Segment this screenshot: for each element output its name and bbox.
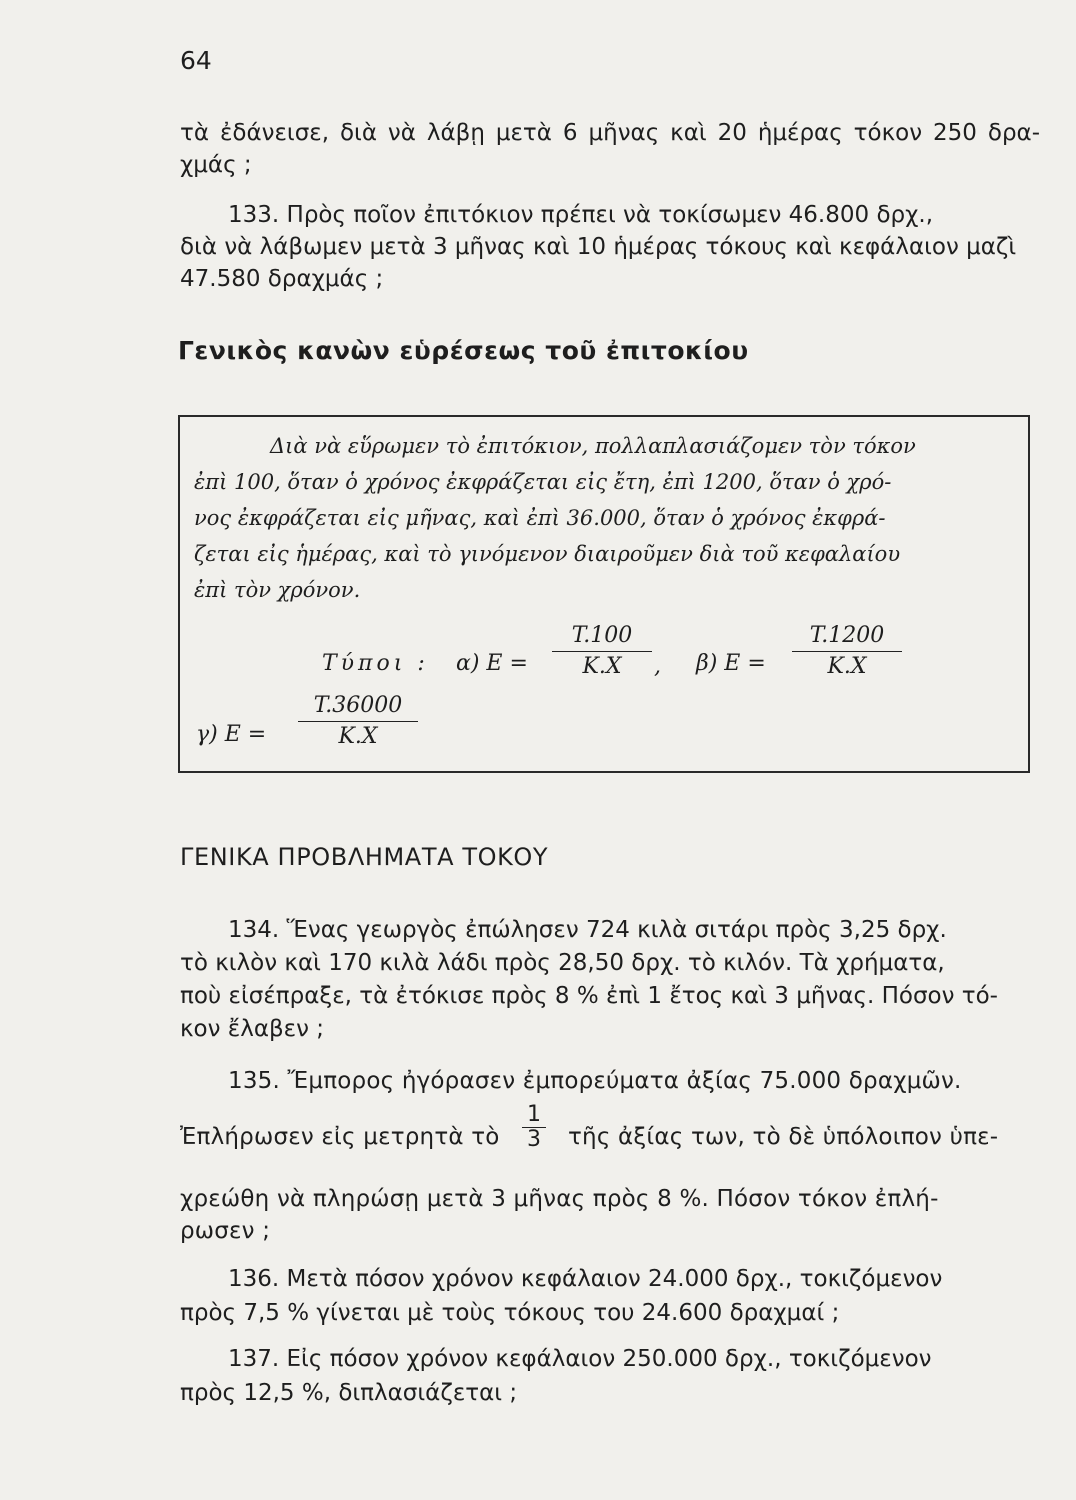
problem-135-fraction-den: 3: [527, 1127, 541, 1152]
problem-134-line-4: κον ἔλαβεν ;: [180, 1016, 325, 1042]
problem-133-line-1: 133. Πρὸς ποῖον ἐπιτόκιον πρέπει νὰ τοκίσωμεν 46.800 δρχ.,: [228, 202, 934, 228]
formula-c-bar: [298, 721, 418, 722]
problem-135-line-2-before: Ἐπλήρωσεν εἰς μετρητὰ τὸ: [180, 1124, 500, 1150]
problem-135-fraction-num: 1: [527, 1102, 541, 1127]
formula-b-prefix: β) Ε =: [696, 651, 766, 676]
problem-133: [180, 199, 1040, 295]
formula-a-prefix: α) Ε =: [456, 651, 528, 676]
formula-b-denominator: K.X: [827, 654, 867, 679]
problem-134-line-2: τὸ κιλὸν καὶ 170 κιλὰ λάδι πρὸς 28,50 δρχ. τὸ κιλόν. Τὰ χρήματα,: [180, 950, 945, 976]
formula-b-fraction: [792, 622, 902, 681]
formula-c-prefix: γ) Ε =: [196, 722, 267, 747]
problem-134-line-3: ποὺ εἰσέπραξε, τὰ ἐτόκισε πρὸς 8 % ἐπὶ 1 ἔτος καὶ 3 μῆνας. Πόσον τό-: [180, 983, 998, 1009]
problem-135-line-2-after: τῆς ἀξίας των, τὸ δὲ ὑπόλοιπον ὑπε-: [568, 1124, 999, 1150]
problem-136-line-1: 136. Μετὰ πόσον χρόνον κεφάλαιον 24.000 δρχ., τοκιζόμενον: [228, 1266, 943, 1292]
intro-paragraph: [180, 117, 1040, 181]
rule-line-2: ἐπὶ 100, ὅταν ὁ χρόνος ἐκφράζεται εἰς ἔτη, ἐπὶ 1200, ὅταν ὁ χρό-: [194, 470, 892, 494]
problem-134: [180, 914, 1040, 1046]
formula-label: Τύποι :: [322, 651, 429, 676]
problem-135-fraction: [522, 1103, 546, 1152]
formula-c-numerator: T.36000: [313, 693, 403, 718]
problem-137-line-2: πρὸς 12,5 %, διπλασιάζεται ;: [180, 1380, 518, 1406]
problem-134-line-1: 134. Ἕνας γεωργὸς ἐπώλησεν 724 κιλὰ σιτάρι πρὸς 3,25 δρχ.: [228, 917, 947, 943]
formula-b-numerator: T.1200: [809, 623, 885, 648]
problem-137-line-1: 137. Εἰς πόσον χρόνον κεφάλαιον 250.000 δρχ., τοκιζόμενον: [228, 1346, 932, 1372]
formula-a-bar: [552, 651, 652, 652]
formula-b-bar: [792, 651, 902, 652]
problem-135-line-1: 135. Ἔμπορος ἠγόρασεν ἐμπορεύματα ἀξίας 75.000 δραχμῶν.: [228, 1068, 962, 1094]
formula-a-fraction: [552, 622, 652, 681]
problem-133-line-2: διὰ νὰ λάβωμεν μετὰ 3 μῆνας καὶ 10 ἡμέρας τόκους καὶ κεφάλαιον μαζὶ: [180, 234, 1017, 260]
problem-136: [180, 1262, 1040, 1330]
problem-135-line-4: ρωσεν ;: [180, 1218, 271, 1244]
formula-a-denominator: K.X: [582, 654, 622, 679]
intro-line-1: τὰ ἐδάνεισε, διὰ νὰ λάβῃ μετὰ 6 μῆνας καὶ 20 ἡμέρας τόκον 250 δρα-: [180, 120, 1040, 146]
formula-c-fraction: [298, 692, 418, 751]
rule-text: [194, 428, 1014, 608]
formula-c-denominator: K.X: [338, 724, 378, 749]
formula-a-numerator: T.100: [571, 623, 633, 648]
rule-line-1: Διὰ νὰ εὕρωμεν τὸ ἐπιτόκιον, πολλαπλασιάζομεν τὸν τόκον: [270, 434, 916, 458]
page-number: 64: [180, 46, 212, 75]
rule-line-3: νος ἐκφράζεται εἰς μῆνας, καὶ ἐπὶ 36.000, ὅταν ὁ χρόνος ἐκφρά-: [194, 506, 886, 530]
rule-line-5: ἐπὶ τὸν χρόνον.: [194, 578, 361, 602]
formula-a-comma: ,: [654, 654, 661, 679]
rule-line-4: ζεται εἰς ἡμέρας, καὶ τὸ γινόμενον διαιροῦμεν διὰ τοῦ κεφαλαίου: [194, 542, 901, 566]
problem-137: [180, 1342, 1040, 1410]
intro-line-2: χμάς ;: [180, 152, 252, 178]
problem-136-line-2: πρὸς 7,5 % γίνεται μὲ τοὺς τόκους του 24.600 δραχμαί ;: [180, 1300, 840, 1326]
section-heading: ΓΕΝΙΚΑ ΠΡΟΒΛΗΜΑΤΑ ΤΟΚΟΥ: [180, 843, 549, 871]
problem-133-line-3: 47.580 δραχμάς ;: [180, 266, 384, 292]
general-rule-heading: Γενικὸς κανὼν εὑρέσεως τοῦ ἐπιτοκίου: [178, 336, 749, 365]
problem-135-line-3: χρεώθη νὰ πληρώσῃ μετὰ 3 μῆνας πρὸς 8 %. Πόσον τόκον ἐπλή-: [180, 1186, 939, 1212]
